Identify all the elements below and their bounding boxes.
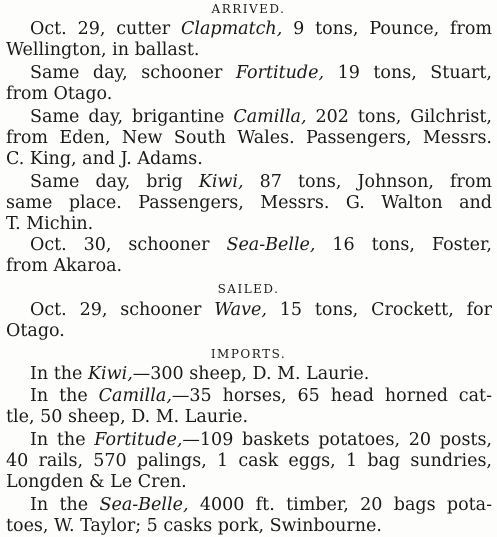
- arrived-entry-1-line-1: Oct. 29, cutter Clapmatch, 9 tons, Pounce, from: [30, 19, 492, 39]
- arrived-entry-2-line-1: Same day, schooner Fortitude, 19 tons, Stuart,: [30, 63, 492, 83]
- vessel-name: Sea-Belle,: [99, 495, 189, 515]
- vessel-name: Fortitude,: [235, 63, 325, 83]
- arrived-entry-4-line-1: Same day, brig Kiwi, 87 tons, Johnson, from: [30, 172, 492, 192]
- arrived-entry-5-line-1: Oct. 30, schooner Sea-Belle, 16 tons, Foster,: [30, 235, 492, 255]
- vessel-name: Clapmatch,: [180, 19, 283, 39]
- arrived-entry-4-line-2: same place. Passengers, Messrs. G. Walton and: [6, 193, 492, 213]
- arrived-entry-1-line-2: Wellington, in ballast.: [6, 40, 200, 60]
- imports-heading: IMPORTS.: [210, 347, 287, 361]
- imports-entry-3-line-3: Longden & Le Cren.: [6, 472, 187, 492]
- vessel-name: Kiwi,: [198, 172, 244, 192]
- imports-entry-3-line-2: 40 rails, 570 palings, 1 cask eggs, 1 bag sundries,: [6, 451, 492, 471]
- arrived-heading: ARRIVED.: [211, 2, 286, 16]
- arrived-entry-4-line-3: T. Michin.: [6, 214, 94, 234]
- vessel-name: Sea-Belle,: [226, 235, 316, 255]
- arrived-entry-3-line-2: from Eden, New South Wales. Passengers, Messrs.: [6, 128, 492, 148]
- sailed-entry-1-line-1: Oct. 29, schooner Wave, 15 tons, Crockett, for: [30, 300, 492, 320]
- vessel-name: Kiwi,: [87, 364, 133, 384]
- vessel-name: Fortitude,: [94, 430, 183, 450]
- imports-entry-2-line-2: tle, 50 sheep, D. M. Laurie.: [6, 407, 249, 427]
- imports-entry-2-line-1: In the Camilla,—35 horses, 65 head horned cat-: [30, 386, 492, 406]
- vessel-name: Camilla,: [98, 386, 172, 406]
- imports-entry-4-line-2: toes, W. Taylor; 5 casks pork, Swinbourne.: [6, 516, 382, 536]
- vessel-name: Wave,: [214, 300, 267, 320]
- arrived-entry-3-line-3: C. King, and J. Adams.: [6, 149, 203, 169]
- arrived-entry-2-line-2: from Otago.: [6, 84, 113, 104]
- imports-entry-3-line-1: In the Fortitude,—109 baskets potatoes, 20 posts,: [30, 430, 492, 450]
- imports-entry-1-line-1: In the Kiwi,—300 sheep, D. M. Laurie.: [30, 364, 370, 384]
- arrived-entry-5-line-2: from Akaroa.: [6, 256, 123, 276]
- arrived-entry-3-line-1: Same day, brigantine Camilla, 202 tons, Gilchrist,: [30, 107, 492, 127]
- sailed-heading: SAILED.: [217, 282, 280, 296]
- vessel-name: Camilla,: [233, 107, 307, 127]
- sailed-entry-1-line-2: Otago.: [6, 321, 65, 341]
- imports-entry-4-line-1: In the Sea-Belle, 4000 ft. timber, 20 bags pota-: [30, 495, 492, 515]
